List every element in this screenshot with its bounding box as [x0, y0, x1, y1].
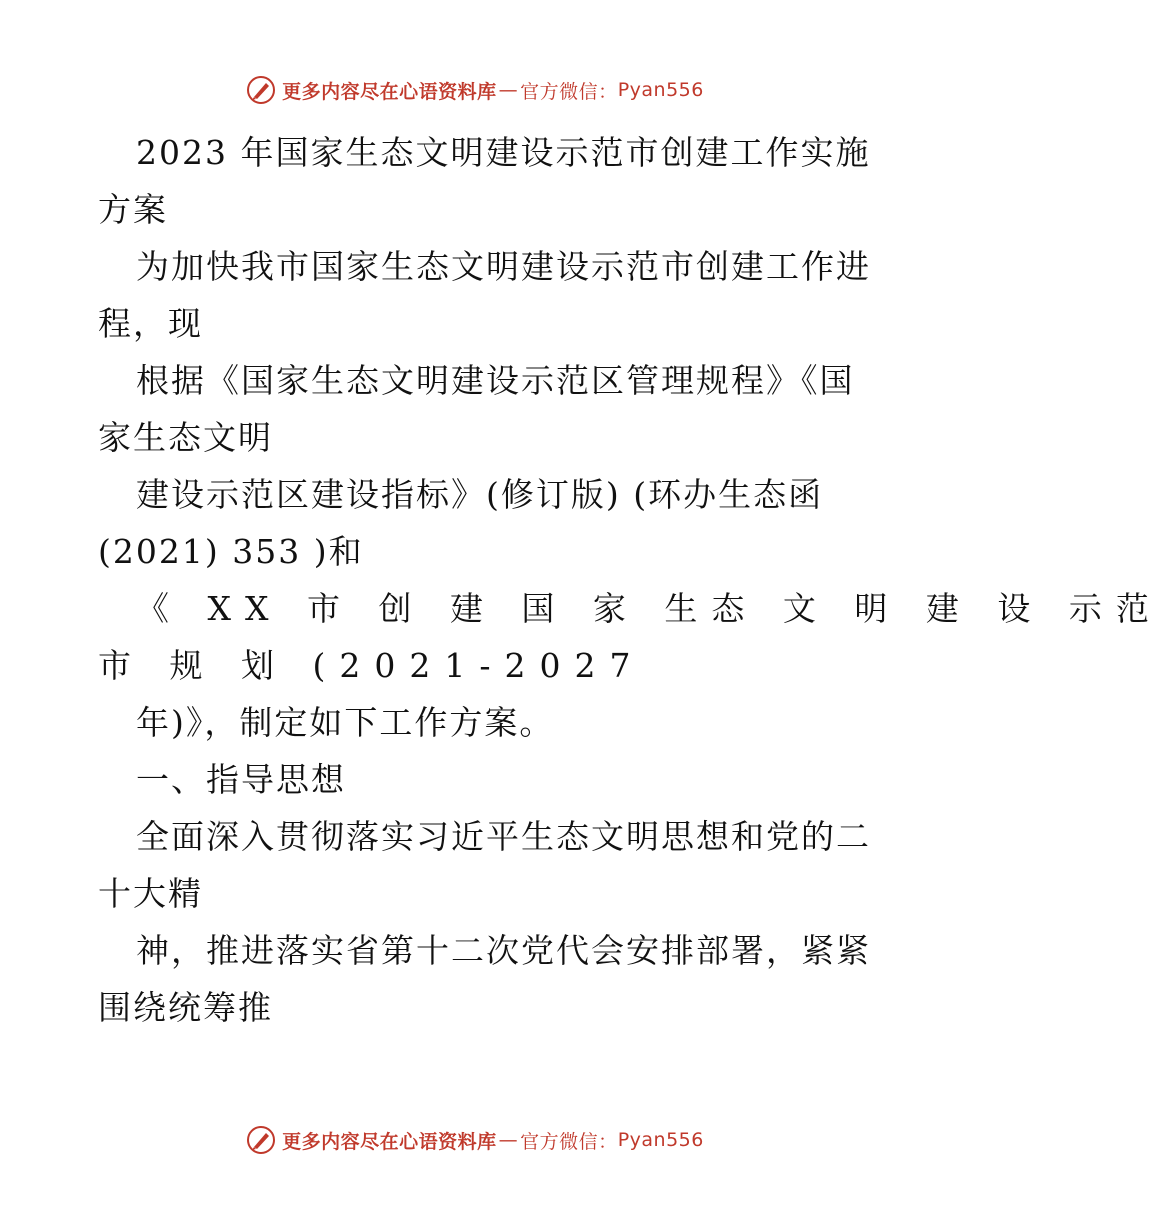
watermark-wechat-id: Pyan556	[617, 79, 704, 101]
doc-paragraph-line: 全面深入贯彻落实习近平生态文明思想和党的二	[136, 817, 871, 856]
doc-paragraph-line: 围绕统筹推	[98, 988, 273, 1027]
watermark-wechat-id: Pyan556	[617, 1129, 704, 1151]
doc-paragraph-line: 神，推进落实省第十二次党代会安排部署，紧紧	[136, 931, 871, 970]
doc-paragraph-line: 十大精	[98, 874, 203, 913]
doc-paragraph-line: 市 规 划 (2021-2027	[98, 646, 645, 685]
doc-paragraph-line: 根据《国家生态文明建设示范区管理规程》《国	[136, 361, 855, 400]
doc-section-heading: 一、指导思想	[136, 760, 346, 799]
pen-leaf-logo-icon	[246, 1125, 276, 1155]
doc-paragraph-line: 为加快我市国家生态文明建设示范市创建工作进	[136, 247, 871, 286]
watermark-brand: 更多内容尽在心语资料库	[282, 1130, 497, 1153]
header-watermark	[0, 70, 950, 110]
doc-paragraph-line: 建设示范区建设指标》(修订版) (环办生态函	[136, 475, 824, 514]
footer-watermark	[0, 1120, 950, 1160]
doc-paragraph-line: 家生态文明	[98, 418, 273, 457]
watermark-separator: —	[498, 1129, 519, 1151]
doc-paragraph-line: (2021) 353 )和	[98, 532, 364, 571]
watermark-brand: 更多内容尽在心语资料库	[282, 80, 497, 103]
doc-paragraph-line: 程，现	[98, 304, 203, 343]
watermark-wechat-label: 官方微信：	[520, 80, 618, 103]
doc-title-line-1: 2023 年国家生态文明建设示范市创建工作实施	[136, 133, 871, 172]
doc-paragraph-line: 《 XX 市 创 建 国 家 生态 文 明 建 设 示范	[136, 589, 1163, 628]
watermark-wechat-label: 官方微信：	[520, 1130, 618, 1153]
doc-paragraph-line: 年)》，制定如下工作方案。	[136, 703, 555, 742]
document-body	[98, 124, 1163, 1036]
doc-title-line-2: 方案	[98, 190, 168, 229]
pen-leaf-logo-icon	[246, 75, 276, 105]
watermark-separator: —	[498, 79, 519, 101]
